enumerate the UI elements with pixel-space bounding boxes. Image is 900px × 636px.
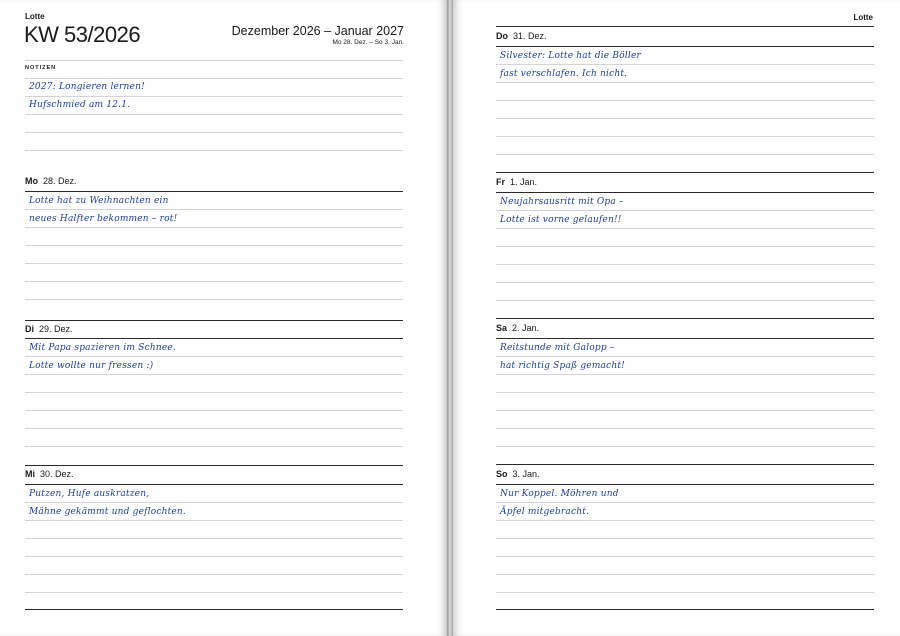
day-abbr: Do xyxy=(496,31,508,41)
page-bottom-line xyxy=(496,609,874,610)
day-divider xyxy=(25,320,403,321)
day-divider xyxy=(496,338,874,339)
rule-line xyxy=(25,374,403,375)
day-date: 28. Dez. xyxy=(43,176,77,186)
day-abbr: Sa xyxy=(496,323,508,333)
day-entry[interactable]: neues Halfter bekommen – rot! xyxy=(29,214,178,224)
rule-line xyxy=(25,209,403,210)
day-entry[interactable]: Mähne gekämmt und geflochten. xyxy=(29,507,186,517)
date-range: Mo 28. Dez. – So 3. Jan. xyxy=(332,39,404,46)
day-date: 29. Dez. xyxy=(39,324,73,334)
rule-line xyxy=(25,281,403,282)
day-label xyxy=(496,323,539,333)
planner-owner-name: Lotte xyxy=(853,13,873,22)
rule-line xyxy=(25,428,403,429)
rule-line xyxy=(25,592,403,593)
notes-label: NOTIZEN xyxy=(25,65,57,71)
day-divider xyxy=(496,484,874,485)
day-abbr: Mi xyxy=(25,469,35,479)
day-section-tuesday xyxy=(25,320,403,465)
rule-line xyxy=(496,502,874,503)
day-divider xyxy=(25,338,403,339)
week-title: KW 53/2026 xyxy=(24,22,141,47)
rule-line xyxy=(496,392,874,393)
rule-line xyxy=(25,520,403,521)
rule-line xyxy=(496,592,874,593)
day-entry[interactable]: hat richtig Spaß gemacht! xyxy=(500,361,625,371)
rule-line xyxy=(496,210,874,211)
rule-line xyxy=(25,245,403,246)
day-label xyxy=(496,177,537,187)
rule-line xyxy=(496,154,874,155)
rule-line xyxy=(25,410,403,411)
planner-owner-name: Lotte xyxy=(25,12,45,21)
day-label xyxy=(25,176,77,186)
rule-line xyxy=(25,96,403,97)
rule-line xyxy=(25,538,403,539)
day-divider xyxy=(496,46,874,47)
day-date: 3. Jan. xyxy=(512,469,540,479)
rule-line xyxy=(496,246,874,247)
rule-line xyxy=(496,82,874,83)
rule-line xyxy=(496,228,874,229)
day-date: 2. Jan. xyxy=(512,323,540,333)
day-entry[interactable]: Silvester: Lotte hat die Böller xyxy=(500,51,641,61)
rule-line xyxy=(496,264,874,265)
rule-line xyxy=(25,227,403,228)
rule-line xyxy=(496,118,874,119)
rule-line xyxy=(496,282,874,283)
day-divider xyxy=(496,318,874,319)
day-entry[interactable]: Lotte hat zu Weihnachten ein xyxy=(29,196,169,206)
rule-line xyxy=(25,78,403,79)
day-section-sunday xyxy=(496,464,874,614)
day-entry[interactable]: fast verschlafen. Ich nicht. xyxy=(500,69,628,79)
day-abbr: Fr xyxy=(496,177,505,187)
day-section-monday xyxy=(25,175,403,320)
day-entry[interactable]: Mit Papa spazieren im Schnee. xyxy=(29,343,176,353)
rule-line xyxy=(25,150,403,151)
rule-line xyxy=(25,263,403,264)
left-page xyxy=(0,0,447,636)
day-date: 31. Dez. xyxy=(513,31,547,41)
day-label xyxy=(25,324,73,334)
day-section-friday xyxy=(496,172,874,318)
day-label xyxy=(496,31,547,41)
month-range: Dezember 2026 – Januar 2027 xyxy=(231,24,404,38)
rule-line xyxy=(496,136,874,137)
day-entry[interactable]: Nur Koppel. Möhren und xyxy=(500,489,619,499)
day-divider xyxy=(496,464,874,465)
notes-section xyxy=(25,60,403,180)
day-divider xyxy=(496,172,874,173)
rule-line xyxy=(496,64,874,65)
rule-line xyxy=(25,60,403,61)
day-entry[interactable]: Reitstunde mit Galopp – xyxy=(500,343,615,353)
page-bottom-line xyxy=(25,609,403,610)
day-section-thursday xyxy=(496,26,874,172)
day-entry[interactable]: Putzen, Hufe auskratzen, xyxy=(29,489,150,499)
rule-line xyxy=(25,556,403,557)
rule-line xyxy=(496,410,874,411)
day-divider xyxy=(496,192,874,193)
day-entry[interactable]: Äpfel mitgebracht. xyxy=(500,507,590,517)
day-entry[interactable]: Lotte wollte nur fressen :) xyxy=(29,361,154,371)
rule-line xyxy=(25,299,403,300)
rule-line xyxy=(496,100,874,101)
day-divider xyxy=(496,26,874,27)
rule-line xyxy=(25,356,403,357)
day-abbr: Di xyxy=(25,324,34,334)
right-page xyxy=(453,0,900,636)
rule-line xyxy=(496,574,874,575)
day-section-saturday xyxy=(496,318,874,464)
rule-line xyxy=(496,374,874,375)
rule-line xyxy=(496,520,874,521)
day-date: 30. Dez. xyxy=(40,469,74,479)
rule-line xyxy=(496,356,874,357)
rule-line xyxy=(25,392,403,393)
rule-line xyxy=(25,132,403,133)
day-section-wednesday xyxy=(25,465,403,615)
rule-line xyxy=(25,446,403,447)
rule-line xyxy=(496,446,874,447)
day-abbr: Mo xyxy=(25,176,38,186)
rule-line xyxy=(496,538,874,539)
day-divider xyxy=(25,465,403,466)
day-abbr: So xyxy=(496,469,508,479)
day-label xyxy=(496,469,540,479)
rule-line xyxy=(496,556,874,557)
rule-line xyxy=(25,502,403,503)
rule-line xyxy=(496,428,874,429)
rule-line xyxy=(25,574,403,575)
day-divider xyxy=(25,484,403,485)
rule-line xyxy=(496,300,874,301)
rule-line xyxy=(25,114,403,115)
day-entry[interactable]: Lotte ist vorne gelaufen!! xyxy=(500,215,622,225)
day-date: 1. Jan. xyxy=(510,177,538,187)
day-label xyxy=(25,469,74,479)
day-entry[interactable]: Neujahrsausritt mit Opa – xyxy=(500,197,624,207)
note-entry[interactable]: Hufschmied am 12.1. xyxy=(29,100,131,110)
note-entry[interactable]: 2027: Longieren lernen! xyxy=(29,82,145,92)
day-divider xyxy=(25,191,403,192)
